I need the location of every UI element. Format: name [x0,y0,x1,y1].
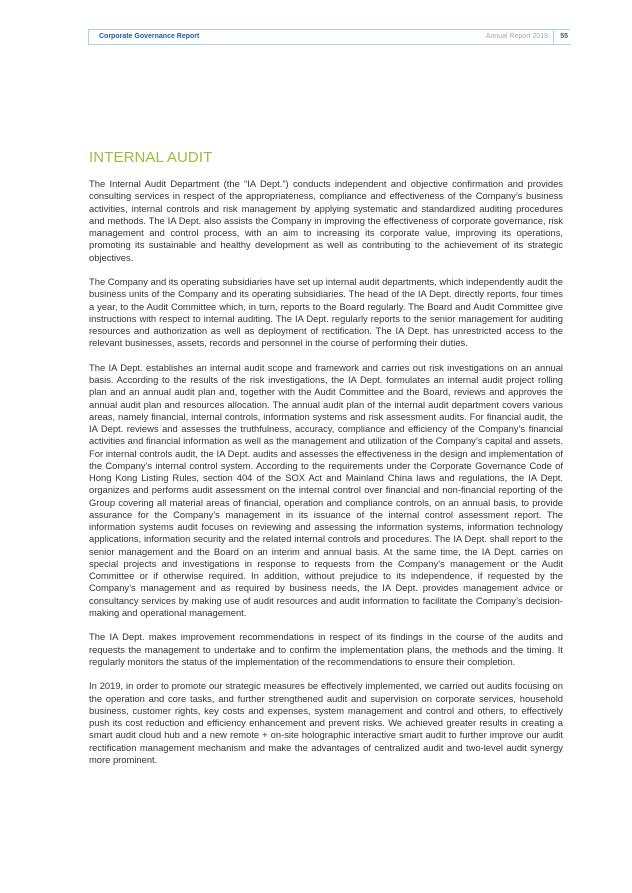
section-heading: INTERNAL AUDIT [89,149,213,166]
paragraph: The IA Dept. makes improvement recommendations in respect of its findings in the course of the audits and requests the management to undertake and to confirm the implementation plans, the methods and the timing. It regularly monitors the status of the implementation of the recommendations to ensure their completion. [89,631,563,667]
paragraph: The Company and its operating subsidiaries have set up internal audit departments, which independently audit the business units of the Company and its operating subsidiaries. The head of the IA Dept. directly reports, four times a year, to the Audit Committee which, in turn, reports to the Board regularly. The Board and Audit Committee give instructions with respect to internal auditing. The IA Dept. regularly reports to the senior management for auditing resources and authorization as well as deployment of rectification. The IA Dept. has unrestricted access to the relevant businesses, assets, records and personnel in the course of performing their duties. [89,276,563,349]
header-report-name: Annual Report 2019 [485,33,548,40]
running-header [88,29,570,45]
paragraph: The Internal Audit Department (the “IA Dept.”) conducts independent and objective confirmation and provides consulting services in respect of the appropriateness, compliance and effectiveness of the Company’s business activities, internal controls and risk management by applying systematic and standardized auditing procedures and methods. The IA Dept. also assists the Company in improving the effectiveness of corporate governance, risk management and control process, with an aim to increasing its corporate value, improving its operations, promoting its sustainable and healthy development as well as contributing to the achievement of its strategic objectives. [89,178,563,263]
section-body [89,178,563,778]
paragraph: In 2019, in order to promote our strategic measures be effectively implemented, we carried out audits focusing on the operation and core tasks, and further strengthened audit and supervision on corporate services, household business, customer rights, key costs and expenses, system management and control and others, to effectively push its cost reduction and efficiency enhancement and prevent risks. We achieved greater results in creating a smart audit cloud hub and a new remote + on-site holographic interactive smart audit to further improve our audit rectification management mechanism and make the advantages of centralized audit and two-level audit synergy more prominent. [89,680,563,765]
paragraph: The IA Dept. establishes an internal audit scope and framework and carries out risk investigations on an annual basis. According to the results of the risk investigations, the IA Dept. formulates an internal audit project rolling plan and an annual audit plan and, together with the Audit Committee and the Board, reviews and approves the annual audit plan and resources allocation. The annual audit plan of the internal audit department covers various areas, namely financial, internal controls, information systems and risk assessment audits. For financial audit, the IA Dept. reviews and assesses the truthfulness, accuracy, compliance and efficiency of the Company’s financial activities and financial information as well as the management and utilization of the Company’s capital and assets. For internal controls audit, the IA Dept. audits and assesses the effectiveness in the design and implementation of the Company’s internal control system. According to the requirements under the Corporate Governance Code of Hong Kong Listing Rules, section 404 of the SOX Act and Mainland China laws and regulations, the IA Dept. organizes and performs audit assessment on the internal control over financial and non-financial reporting of the Group covering all material areas of financial, operation and compliance controls, on an annual basis, to provide assurance for the Company’s management in its issuance of the internal control assessment report. The information systems audit focuses on reviewing and assessing the information systems, information technology applications, information security and the related internal controls and procedures. The IA Dept. shall report to the senior management and the Board on an interim and annual basis. At the same time, the IA Dept. carries on special projects and investigations in response to requests from the Company’s management or the Audit Committee or if otherwise required. In addition, without prejudice to its independence, if requested by the Company’s management and as required by business needs, the IA Dept. provides management advice or consultancy services by making use of audit resources and audit information to facilitate the Company’s decision-making and operational management. [89,361,563,618]
page-number: 55 [560,33,568,40]
header-title: Corporate Governance Report [99,33,200,40]
header-divider [553,30,554,45]
